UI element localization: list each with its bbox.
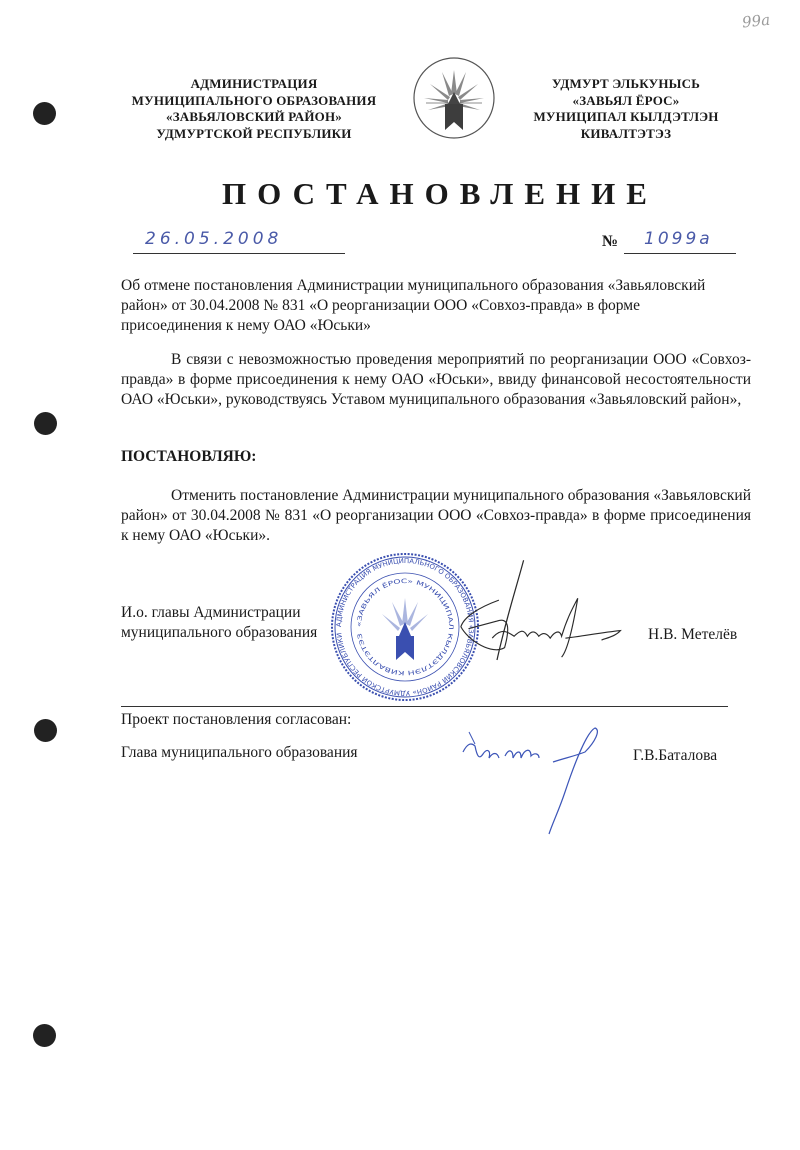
handwritten-page-number: 99а [741,10,771,32]
approval-title: Глава муниципального образования [121,744,358,761]
document-title: ПОСТАНОВЛЕНИЕ [222,176,658,211]
header-udmurt [526,76,726,142]
stamp-inner-text: «ЗАВЬЯЛ ЁРОС» МУНИЦИПАЛ КЫЛДЭТЛЭН КИВАЛТЭТЭЗ [355,577,455,677]
header-line: «ЗАВЬЯЛОВСКИЙ РАЙОН» [166,109,342,124]
header-line: УДМУРТ ЭЛЬКУНЫСЬ [551,76,701,91]
signature-metelev [440,550,630,675]
header-line: УДМУРТСКОЙ РЕСПУБЛИКИ [156,125,352,141]
header-line: «ЗАВЬЯЛ ЁРОС» [572,92,680,108]
district-coat-of-arms-icon [412,56,496,140]
header-line: АДМИНИСТРАЦИЯ [190,76,318,91]
stamp-outer-text: АДМИНИСТРАЦИЯ МУНИЦИПАЛЬНОГО ОБРАЗОВАНИЯ «ЗАВЬЯЛОВСКИЙ РАЙОН» УДМУРТСКОЙ РЕСПУБЛИКИ [334,556,476,698]
punch-hole [33,1024,56,1047]
punch-hole [34,719,57,742]
punch-hole [34,412,57,435]
signatory-title-line: И.о. главы Администрации [121,604,301,621]
header-line: МУНИЦИПАЛ КЫЛДЭТЛЭН [533,109,719,124]
number-field [624,229,736,254]
signatory-title [121,603,321,643]
document-subject [121,276,741,336]
signatory-title-line: муниципального образования [121,624,318,641]
header-line: МУНИЦИПАЛЬНОГО ОБРАЗОВАНИЯ [131,92,377,108]
subject-line: район» от 30.04.2008 № 831 «О реорганизации ООО «Совхоз-правда» в форме [121,297,640,314]
approval-heading: Проект постановления согласован: [121,711,352,728]
preamble-paragraph: В связи с невозможностью проведения мероприятий по реорганизации ООО «Совхоз-правда» в форме присоединения к нему ОАО «Юськи», ввиду финансовой несостоятельности ОАО «Юськи», руководствуясь Уставом муниципального образования «Завьяловский район», [121,351,751,408]
header-line: КИВАЛТЭТЭЗ [580,125,672,141]
signature-batalova [455,722,625,837]
subject-line: присоединения к нему ОАО «Юськи» [121,317,371,334]
signatory-name: Н.В. Метелёв [648,626,738,643]
punch-hole [33,102,56,125]
decree-heading: ПОСТАНОВЛЯЮ: [121,448,257,465]
separator-line [121,706,728,707]
date-field [133,229,345,254]
handwritten-date: 26.05.2008 [145,229,283,249]
subject-line: Об отмене постановления Администрации муниципального образования «Завьяловский [121,277,706,294]
approval-name: Г.В.Баталова [633,747,718,764]
resolution-paragraph: Отменить постановление Администрации муниципального образования «Завьяловский район» от 30.04.2008 № 831 «О реорганизации ООО «Совхоз-правда» в форме присоединения к нему ОАО «Юськи». [121,487,751,544]
header-russian [118,76,390,142]
number-label: № [602,233,619,250]
handwritten-number: 1099а [644,229,713,249]
